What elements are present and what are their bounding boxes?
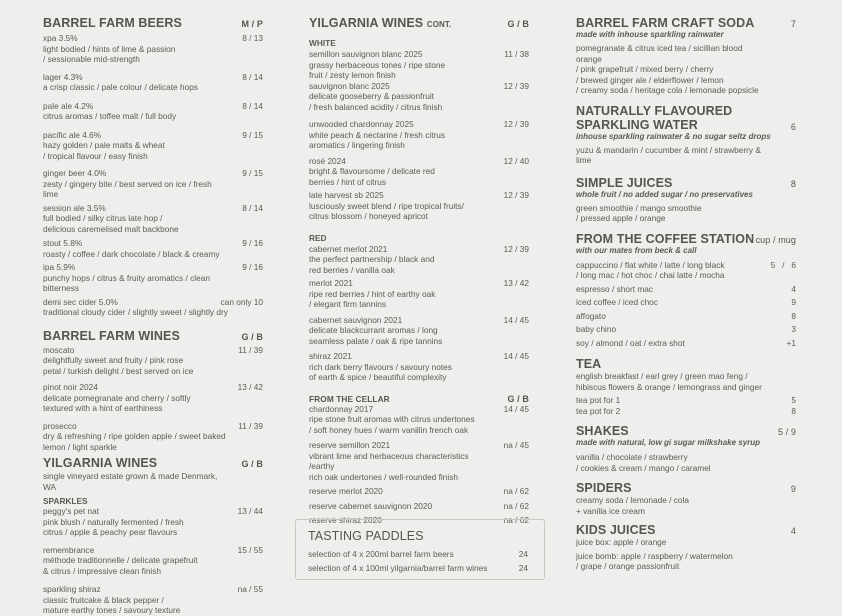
section-price: 7 <box>790 19 796 29</box>
item-line: juice bomb: apple / raspberry / watermelon <box>576 550 733 561</box>
item-desc: / tropical flavour / easy finish <box>43 150 148 161</box>
item-desc: ripe stone fruit aromas with citrus undertones <box>309 414 475 424</box>
item-price: 13 / 44 <box>237 506 263 516</box>
menu-item <box>309 81 529 113</box>
section-title-text: SIMPLE JUICES <box>576 175 673 190</box>
menu-item <box>576 284 796 295</box>
price-column-header: cup / mug <box>755 234 796 245</box>
item-price: 12 / 39 <box>503 119 529 129</box>
item-price: 11 / 38 <box>504 49 529 59</box>
item-name: tea pot for 2 <box>576 405 621 416</box>
section-title-text: SHAKES <box>576 424 629 438</box>
menu-item <box>576 338 796 349</box>
menu-item <box>309 351 529 383</box>
item-desc: classic fruitcake & black pepper / <box>43 594 164 605</box>
item-desc: red berries / vanilla oak <box>309 264 395 275</box>
item-desc: the perfect partnership / black and <box>309 254 435 264</box>
item-line: / cookies & cream / mango / caramel <box>576 462 711 473</box>
non-alcoholic-column <box>576 0 796 572</box>
continued-label: CONT. <box>426 20 452 29</box>
menu-item <box>309 119 529 151</box>
item-name: merlot 2021 <box>309 278 353 288</box>
item-desc: citrus / apple & peachy pear flavours <box>43 527 178 537</box>
menu-item <box>576 324 796 335</box>
item-desc: lemon / light sparkle <box>43 441 117 452</box>
section-title-simple-juices <box>576 176 796 190</box>
item-desc: vibrant lime and herbaceous characteristics /earthy <box>309 450 469 471</box>
item-line: creamy soda / lemonade / cola <box>576 495 689 505</box>
item-desc: bright & flavoursome / delicate red <box>309 166 435 176</box>
item-name: ginger beer 4.0% <box>43 168 107 178</box>
item-desc: delicate blackcurrant aromas / long <box>309 325 438 335</box>
menu-item <box>43 33 263 65</box>
menu-item <box>43 382 263 414</box>
section-title-text: SPIDERS <box>576 481 632 495</box>
item-price: 8 / 14 <box>242 202 263 213</box>
item-line: yuzu & mandarin / cucumber & mint / strawberry & lime <box>576 144 761 165</box>
section-title-yilgarnia-wines-cont <box>309 16 529 32</box>
section-subtitle: with our mates from beck & call <box>576 245 697 255</box>
menu-item <box>43 262 263 294</box>
item-price: 8 <box>791 405 796 416</box>
price-column-header: M / P <box>241 19 263 29</box>
menu-item <box>576 260 796 281</box>
section-title-text: TEA <box>576 357 602 371</box>
item-line: vanilla / chocolate / strawberry <box>576 452 688 462</box>
item-name: late harvest sb 2025 <box>309 190 384 200</box>
item-line: / creamy soda / heritage cola / lemonade popsicle <box>576 85 759 95</box>
section-title-sparkling-water <box>576 104 796 132</box>
category-text: FROM THE CELLAR <box>309 393 390 404</box>
menu-item <box>43 130 263 162</box>
section-title-shakes <box>576 424 796 438</box>
item-desc: méthode traditionnelle / delicate grapefruit <box>43 555 198 565</box>
section-title-coffee-station <box>576 232 796 246</box>
menu-item <box>43 584 263 616</box>
section-title-kids-juices <box>576 523 796 537</box>
item-desc: berries / hint of citrus <box>309 176 387 187</box>
section-subtitle: inhouse sparkling rainwater & no sugar seltz drops <box>576 131 771 141</box>
item-desc: & citrus / impressive clean finish <box>43 565 162 576</box>
item-name: reserve merlot 2020 <box>309 486 383 496</box>
section-price: 4 <box>790 526 796 536</box>
menu-item <box>309 190 529 222</box>
section-title-spiders <box>576 481 796 495</box>
item-name: cappuccino / flat white / latte / long black <box>576 259 725 270</box>
item-desc: delicate pomegranate and cherry / softly <box>43 392 191 403</box>
item-name: tea pot for 1 <box>576 395 621 405</box>
menu-item <box>576 297 796 308</box>
item-desc: traditional cloudy cider / slightly sweet / slightly dry <box>43 307 228 317</box>
item-desc: / sessionable mid-strength <box>43 54 140 64</box>
item-desc: citrus blossom / honeyed apricot <box>309 211 428 221</box>
category-sparkles: SPARKLES <box>43 496 88 506</box>
section-price: 8 <box>790 178 796 189</box>
category-white: WHITE <box>309 38 336 48</box>
item-desc: rich oak undertones / well-rounded finish <box>309 471 458 482</box>
section-price: 9 <box>790 484 796 494</box>
item-name: baby chino <box>576 324 617 334</box>
item-desc: / elegant firm tannins <box>309 299 387 309</box>
section-title-craft-soda <box>576 16 796 30</box>
category-red: RED <box>309 232 327 243</box>
item-price: 13 / 42 <box>237 382 263 392</box>
menu-item <box>576 311 796 322</box>
section-title-text: BARREL FARM CRAFT SODA <box>576 16 755 30</box>
menu-item <box>43 203 263 235</box>
item-price: +1 <box>786 337 796 348</box>
item-desc: delicious caremelised malt backbone <box>43 223 179 234</box>
item-name: pacific ale 4.6% <box>43 129 102 140</box>
item-desc: roasty / coffee / dark chocolate / black & creamy <box>43 248 220 259</box>
item-name: unwooded chardonnay 2025 <box>309 119 414 129</box>
menu-item <box>309 315 529 347</box>
item-line: hibiscus flowers & orange / lemongrass and ginger <box>576 381 762 392</box>
item-name: peggy's pet nat <box>43 506 100 516</box>
item-name: selection of 4 x 200ml barrel farm beers <box>308 549 454 559</box>
item-name: lager 4.3% <box>43 71 83 82</box>
item-name: pinot noir 2024 <box>43 382 98 392</box>
item-name: iced coffee / iced choc <box>576 297 658 307</box>
menu-item <box>43 506 263 538</box>
item-desc: a crisp classic / pale colour / delicate hops <box>43 82 198 92</box>
section-title-text-line2: SPARKLING WATER <box>576 117 698 132</box>
item-desc: rich dark berry flavours / savoury notes <box>309 361 452 372</box>
section-title-text: KIDS JUICES <box>576 523 656 537</box>
item-name: espresso / short mac <box>576 283 654 294</box>
item-name: selection of 4 x 100ml yilgarnia/barrel farm wines <box>308 562 488 573</box>
item-line: juice box: apple / orange <box>576 537 667 547</box>
item-name: ipa 5.9% <box>43 262 76 272</box>
menu-item <box>309 404 529 436</box>
section-title-text: YILGARNIA WINES <box>43 456 158 470</box>
price-column-header: G / B <box>241 331 263 342</box>
item-price: 8 <box>791 310 796 321</box>
item-name: sparkling shiraz <box>43 584 101 594</box>
menu-item <box>309 501 529 512</box>
item-desc: mature earthy tones / savoury texture <box>43 605 181 615</box>
item-desc: white peach & nectarine / fresh citrus <box>309 129 446 140</box>
item-name: stout 5.8% <box>43 238 83 248</box>
item-price: 9 / 16 <box>242 262 263 272</box>
menu-item <box>576 406 796 417</box>
item-line: english breakfast / earl grey / green mao feng / <box>576 371 748 381</box>
item-price: 12 / 39 <box>503 190 529 200</box>
item-name: pale ale 4.2% <box>43 100 94 111</box>
item-desc: delightfully sweet and fruity / pink rose <box>43 355 184 365</box>
item-price: 14 / 45 <box>503 314 529 325</box>
item-price: 8 / 14 <box>242 100 263 111</box>
item-price: 12 / 39 <box>503 243 529 254</box>
item-line: / brewed ginger ale / elderflower / lemon <box>576 74 724 85</box>
item-desc: punchy hops / citrus & fruity aromatics / clean bitterness <box>43 272 210 293</box>
item-price: 24 <box>518 549 528 559</box>
section-title-text: FROM THE COFFEE STATION <box>576 231 755 246</box>
section-title-text: NATURALLY FLAVOURED <box>576 103 733 118</box>
item-desc: / fresh balanced acidity / citrus finish <box>309 101 443 112</box>
menu-item <box>43 345 263 377</box>
item-name: semillon sauvignon blanc 2025 <box>309 49 423 59</box>
item-name: soy / almond / oat / extra shot <box>576 337 685 348</box>
section-title-barrel-farm-beers <box>43 16 263 30</box>
section-note: single vineyard estate grown & made Denmark, WA <box>43 471 218 492</box>
item-desc: full bodied / silky citrus late hop / <box>43 213 163 223</box>
item-name: xpa 3.5% <box>43 33 78 43</box>
item-name: affogato <box>576 310 606 321</box>
item-name: shiraz 2021 <box>309 351 352 361</box>
item-desc: aromatics / lingering finish <box>309 140 405 150</box>
section-price: 6 <box>790 121 796 132</box>
item-price: na / 45 <box>503 440 529 450</box>
item-price: 5 <box>791 395 796 405</box>
item-price: can only 10 <box>220 296 263 307</box>
item-price: 8 / 14 <box>242 71 263 82</box>
item-line: + vanilla ice cream <box>576 505 645 516</box>
item-price: 9 / 15 <box>242 129 263 140</box>
item-name: cabernet sauvignon 2021 <box>309 314 403 325</box>
item-line: / grape / orange passionfruit <box>576 561 680 571</box>
tasting-paddles-box <box>295 519 545 580</box>
menu-item <box>309 156 529 188</box>
section-title-text: BARREL FARM BEERS <box>43 16 182 30</box>
item-price: 12 / 39 <box>503 80 529 91</box>
item-desc: grassy herbaceous tones / ripe stone <box>309 59 446 70</box>
menu-item <box>309 278 529 310</box>
item-desc: pink blush / naturally fermented / fresh <box>43 516 184 527</box>
item-price: 9 <box>791 297 796 307</box>
item-desc: dry & refreshing / ripe golden apple / sweet baked <box>43 431 226 441</box>
menu-item <box>309 440 529 482</box>
menu-item <box>309 244 529 276</box>
menu-item <box>43 297 263 318</box>
price-column-header: G / B <box>507 19 529 29</box>
menu-item <box>43 168 263 200</box>
item-price: na / 62 <box>503 515 529 525</box>
menu-item <box>309 486 529 497</box>
item-price: 4 <box>791 283 796 294</box>
item-line: pomegranate & citrus iced tea / sicillian blood orange <box>576 43 743 64</box>
item-line: / pink grapefruit / mixed berry / cherry <box>576 64 714 74</box>
item-desc: zesty / gingery bite / best served on ice / fresh lime <box>43 178 212 199</box>
item-desc: of earth & spice / beautiful complexity <box>309 372 447 382</box>
section-title-yilgarnia-wines <box>43 456 263 470</box>
menu-item <box>43 101 263 122</box>
item-desc: delicate gooseberry & passionfruit <box>309 91 434 101</box>
item-price: 9 / 15 <box>242 168 263 178</box>
menu-item <box>576 395 796 406</box>
section-subtitle: whole fruit / no added sugar / no preservatives <box>576 189 753 199</box>
item-name: / long mac / hot choc / chai latte / mocha <box>576 270 725 280</box>
item-desc: lusciously sweet blend / ripe tropical fruits/ <box>309 200 464 211</box>
item-desc: seamless palate / oak & ripe tannins <box>309 335 443 346</box>
item-line: / pressed apple / orange <box>576 213 666 223</box>
item-price: 5 / 6 <box>770 259 796 270</box>
section-subtitle: made with natural, low gi sugar milkshake syrup <box>576 438 761 447</box>
item-price: 11 / 39 <box>238 420 263 431</box>
item-price: 24 <box>518 562 528 573</box>
item-name: rosé 2024 <box>309 155 346 166</box>
section-title-text: YILGARNIA WINES <box>309 16 424 30</box>
item-name: moscato <box>43 344 75 355</box>
item-price: na / 62 <box>503 500 529 511</box>
menu-item <box>309 49 529 81</box>
item-price: 9 / 16 <box>242 238 263 248</box>
item-name: prosecco <box>43 420 77 431</box>
section-title-barrel-farm-wines <box>43 329 263 343</box>
item-name: cabernet merlot 2021 <box>309 243 388 254</box>
beers-and-wines-column <box>43 0 263 616</box>
menu-item <box>308 549 528 560</box>
section-title-tasting-paddles: TASTING PADDLES <box>308 529 424 543</box>
item-desc: fruit / zesty lemon finish <box>309 70 396 80</box>
menu-item <box>43 72 263 93</box>
menu-item <box>43 421 263 453</box>
section-title-text: BARREL FARM WINES <box>43 328 180 343</box>
item-name: reserve shiraz 2020 <box>309 515 382 525</box>
item-price: 11 / 39 <box>238 344 263 355</box>
item-desc: / soft honey hues / warm vanillin french oak <box>309 424 469 435</box>
item-price: 12 / 40 <box>503 155 529 166</box>
item-desc: ripe red berries / hint of earthy oak <box>309 288 436 299</box>
item-name: sauvignon blanc 2025 <box>309 80 390 91</box>
item-price: 14 / 45 <box>503 403 529 414</box>
item-price: 3 <box>791 324 796 334</box>
item-price: 8 / 13 <box>242 33 263 43</box>
section-price: 5 / 9 <box>777 427 796 437</box>
price-column-header: G / B <box>507 393 529 404</box>
section-title-tea <box>576 357 796 371</box>
section-subtitle: made with inhouse sparkling rainwater <box>576 30 724 39</box>
item-name: chardonnay 2017 <box>309 403 374 414</box>
item-name: demi sec cider 5.0% <box>43 296 118 307</box>
menu-item <box>308 563 528 574</box>
item-price: na / 55 <box>237 584 263 594</box>
item-price: 15 / 55 <box>237 544 263 555</box>
item-price: 14 / 45 <box>503 351 529 361</box>
item-price: na / 62 <box>503 486 529 496</box>
category-from-the-cellar <box>309 394 529 404</box>
item-desc: light bodied / hints of lime & passion <box>43 43 176 54</box>
item-name: remembrance <box>43 544 95 555</box>
item-desc: textured with a hint of earthiness <box>43 403 163 413</box>
menu-item <box>43 238 263 259</box>
item-name: reserve semillon 2021 <box>309 440 391 450</box>
price-column-header: G / B <box>241 459 263 469</box>
item-line: green smoothie / mango smoothie <box>576 202 702 213</box>
item-name: reserve cabernet sauvignon 2020 <box>309 500 433 511</box>
item-name: session ale 3.5% <box>43 202 106 213</box>
item-desc: hazy golden / pale malts & wheat <box>43 140 165 150</box>
yilgarnia-wines-column <box>309 0 529 526</box>
item-desc: citrus aromas / toffee malt / full body <box>43 111 177 121</box>
item-desc: petal / turkish delight / best served on ice <box>43 365 194 376</box>
item-price: 13 / 42 <box>503 278 529 288</box>
menu-item <box>43 545 263 577</box>
